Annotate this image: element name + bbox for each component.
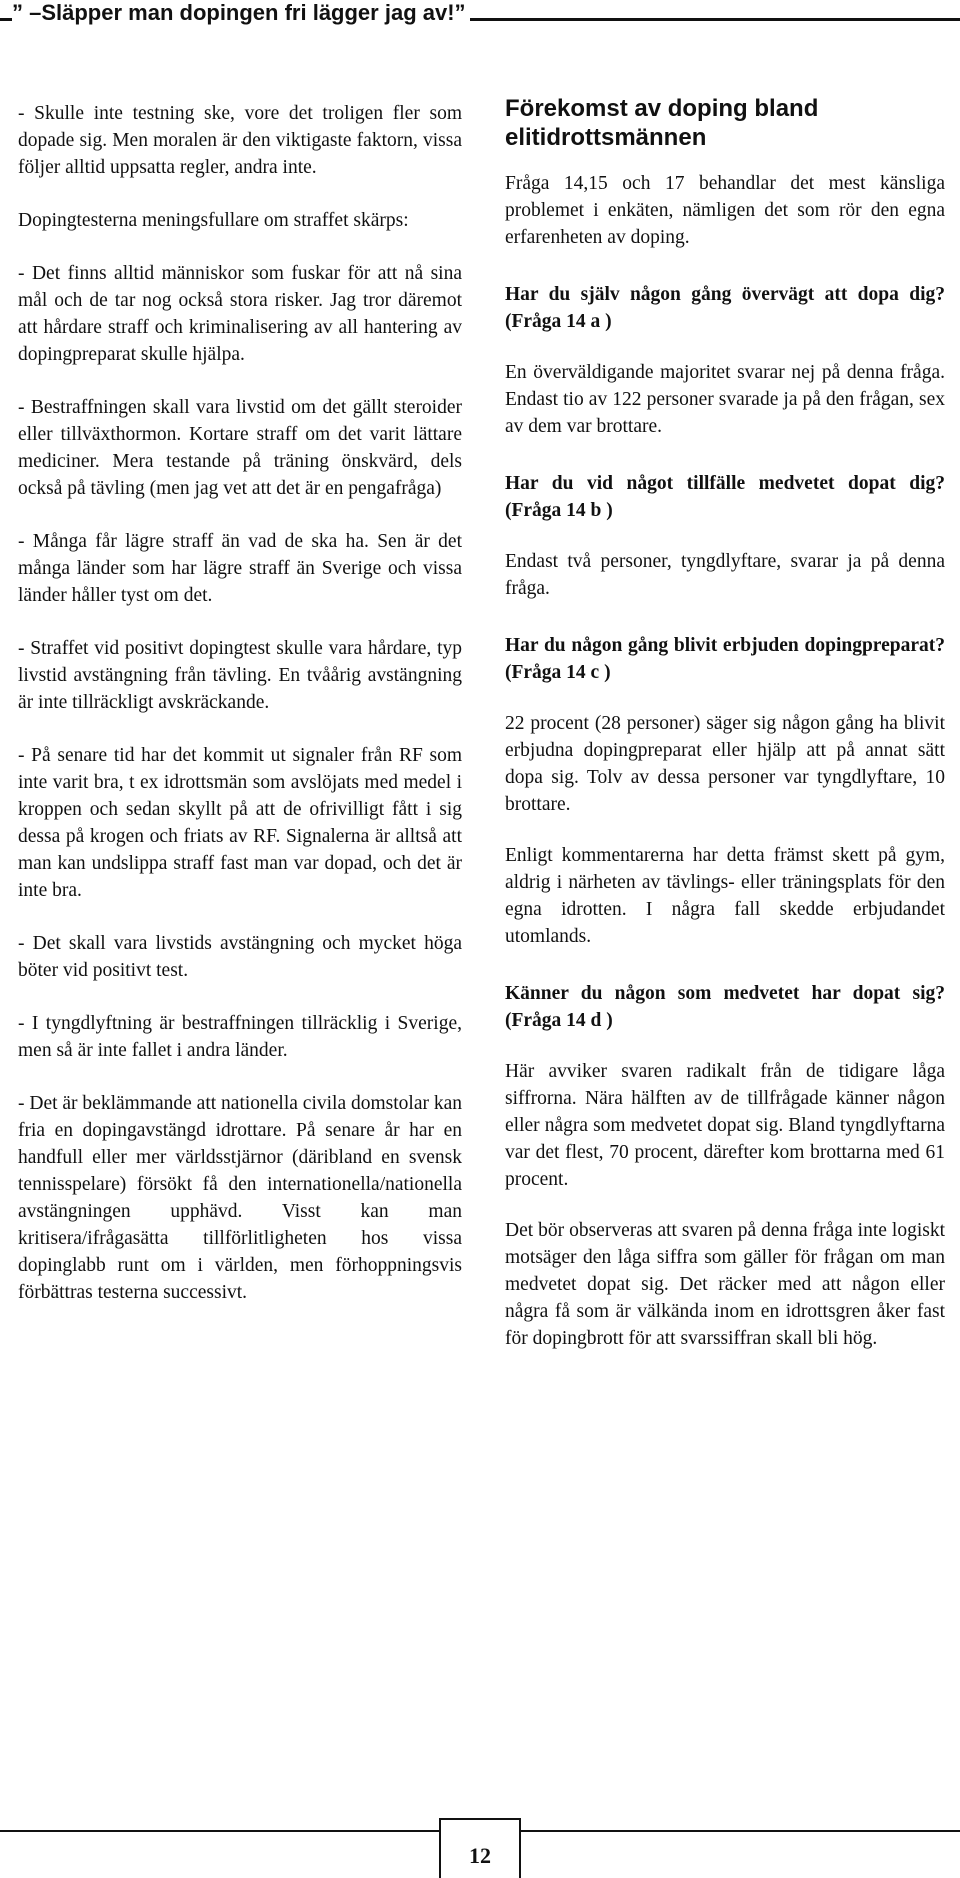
intro-paragraph: Fråga 14,15 och 17 behandlar det mest känsliga problemet i enkäten, nämligen det som rör den egna erfarenheten av doping. bbox=[505, 173, 945, 248]
left-paragraph: - Straffet vid positivt dopingtest skulle vara hårdare, typ livstid avstängning från tävling. En tvåårig avstängning är inte tillräckligt avskräckande. bbox=[18, 638, 462, 713]
answer-paragraph: En överväldigande majoritet svarar nej på denna fråga. Endast tio av 122 personer svarade ja på den frågan, sex av dem var brottare. bbox=[505, 362, 945, 437]
answer-paragraph: Det bör observeras att svaren på denna fråga inte logiskt motsäger den låga siffra som gäller för frågan om man medvetet dopat sig. Det räcker med att någon eller några få som är välkända inom en idrottsgren åker fast för dopingbrott för att svarssiffran skall bli hög. bbox=[505, 1220, 945, 1349]
question-heading: Har du vid något tillfälle medvetet dopat dig? (Fråga 14 b ) bbox=[505, 473, 945, 521]
page-header-title: ” –Släpper man dopingen fri lägger jag av!” bbox=[12, 0, 470, 26]
right-column bbox=[505, 94, 945, 1376]
left-paragraph: - Många får lägre straff än vad de ska ha. Sen är det många länder som har lägre straff än Sverige och vissa länder håller tyst om det. bbox=[18, 531, 462, 606]
question-heading: Har du själv någon gång övervägt att dopa dig? (Fråga 14 a ) bbox=[505, 284, 945, 332]
page-number: 12 bbox=[469, 1843, 491, 1868]
question-heading: Har du någon gång blivit erbjuden dopingpreparat? (Fråga 14 c ) bbox=[505, 635, 945, 683]
left-paragraph: - Det skall vara livstids avstängning och mycket höga böter vid positivt test. bbox=[18, 933, 462, 981]
left-paragraph: - Det är beklämmande att nationella civila domstolar kan fria en dopingavstängd idrottare. På senare år har en handfull eller mer världsstjärnor (däribland en svensk tennisspelare) försökt få den internationella/nationella avstängningen upphävd. Visst kan man kritisera/ifrågasätta tillförlitligheten hos vissa dopinglabb runt om i världen, men förhoppningsvis förbättras testerna successivt. bbox=[18, 1093, 463, 1303]
left-paragraph: - Det finns alltid människor som fuskar för att nå sina mål och de tar nog också stora risker. Jag tror däremot att hårdare straff och kriminalisering av all hantering av dopingpreparat skulle hjälpa. bbox=[18, 263, 462, 365]
section-title: Förekomst av doping bland elitidrottsmännen bbox=[505, 95, 819, 151]
answer-paragraph: Enligt kommentarerna har detta främst skett på gym, aldrig i närheten av tävlings- eller träningsplats för den egna idrotten. I några fall skedde erbjudandet utomlands. bbox=[505, 845, 945, 947]
left-paragraph: - I tyngdlyftning är bestraffningen tillräcklig i Sverige, men så är inte fallet i andra länder. bbox=[18, 1013, 462, 1061]
left-paragraph: - På senare tid har det kommit ut signaler från RF som inte varit bra, t ex idrottsmän som avslöjats med medel i kroppen och sedan skyllt på att de ofrivilligt fått i sig dessa på krogen och friats av RF. Signalerna är alltså att man kan undslippa straff fast man var dopad, och det är inte bra. bbox=[18, 745, 462, 901]
left-paragraph: - Skulle inte testning ske, vore det troligen fler som dopade sig. Men moralen är den viktigaste faktorn, vissa följer alltid uppsatta regler, andra inte. bbox=[18, 103, 462, 178]
question-heading: Känner du någon som medvetet har dopat sig?(Fråga 14 d ) bbox=[505, 983, 945, 1031]
answer-paragraph: Endast två personer, tyngdlyftare, svarar ja på denna fråga. bbox=[505, 551, 945, 599]
answer-paragraph: 22 procent (28 personer) säger sig någon gång ha blivit erbjudna dopingpreparat eller hjälp att på annat sätt dopa sig. Tolv av dessa personer var tyngdlyftare, 10 brottare. bbox=[505, 713, 945, 815]
page-header bbox=[0, 0, 960, 30]
left-paragraph: Dopingtesterna meningsfullare om straffet skärps: bbox=[18, 210, 409, 231]
answer-paragraph: Här avviker svaren radikalt från de tidigare låga siffrorna. Nära hälften av de tillfrågade känner någon eller några som medvetet dopat sig. Bland tyngdlyftarna var det flest, 70 procent, därefter kom brottarna med 61 procent. bbox=[505, 1061, 945, 1190]
left-column bbox=[18, 100, 462, 1332]
page-number-box bbox=[439, 1818, 521, 1878]
left-paragraph: - Bestraffningen skall vara livstid om det gällt steroider eller tillväxthormon. Kortare straff om det varit lättare mediciner. Mera testande på träning önskvärd, dels också på tävling (men jag vet att det är en pengafråga) bbox=[18, 397, 462, 499]
